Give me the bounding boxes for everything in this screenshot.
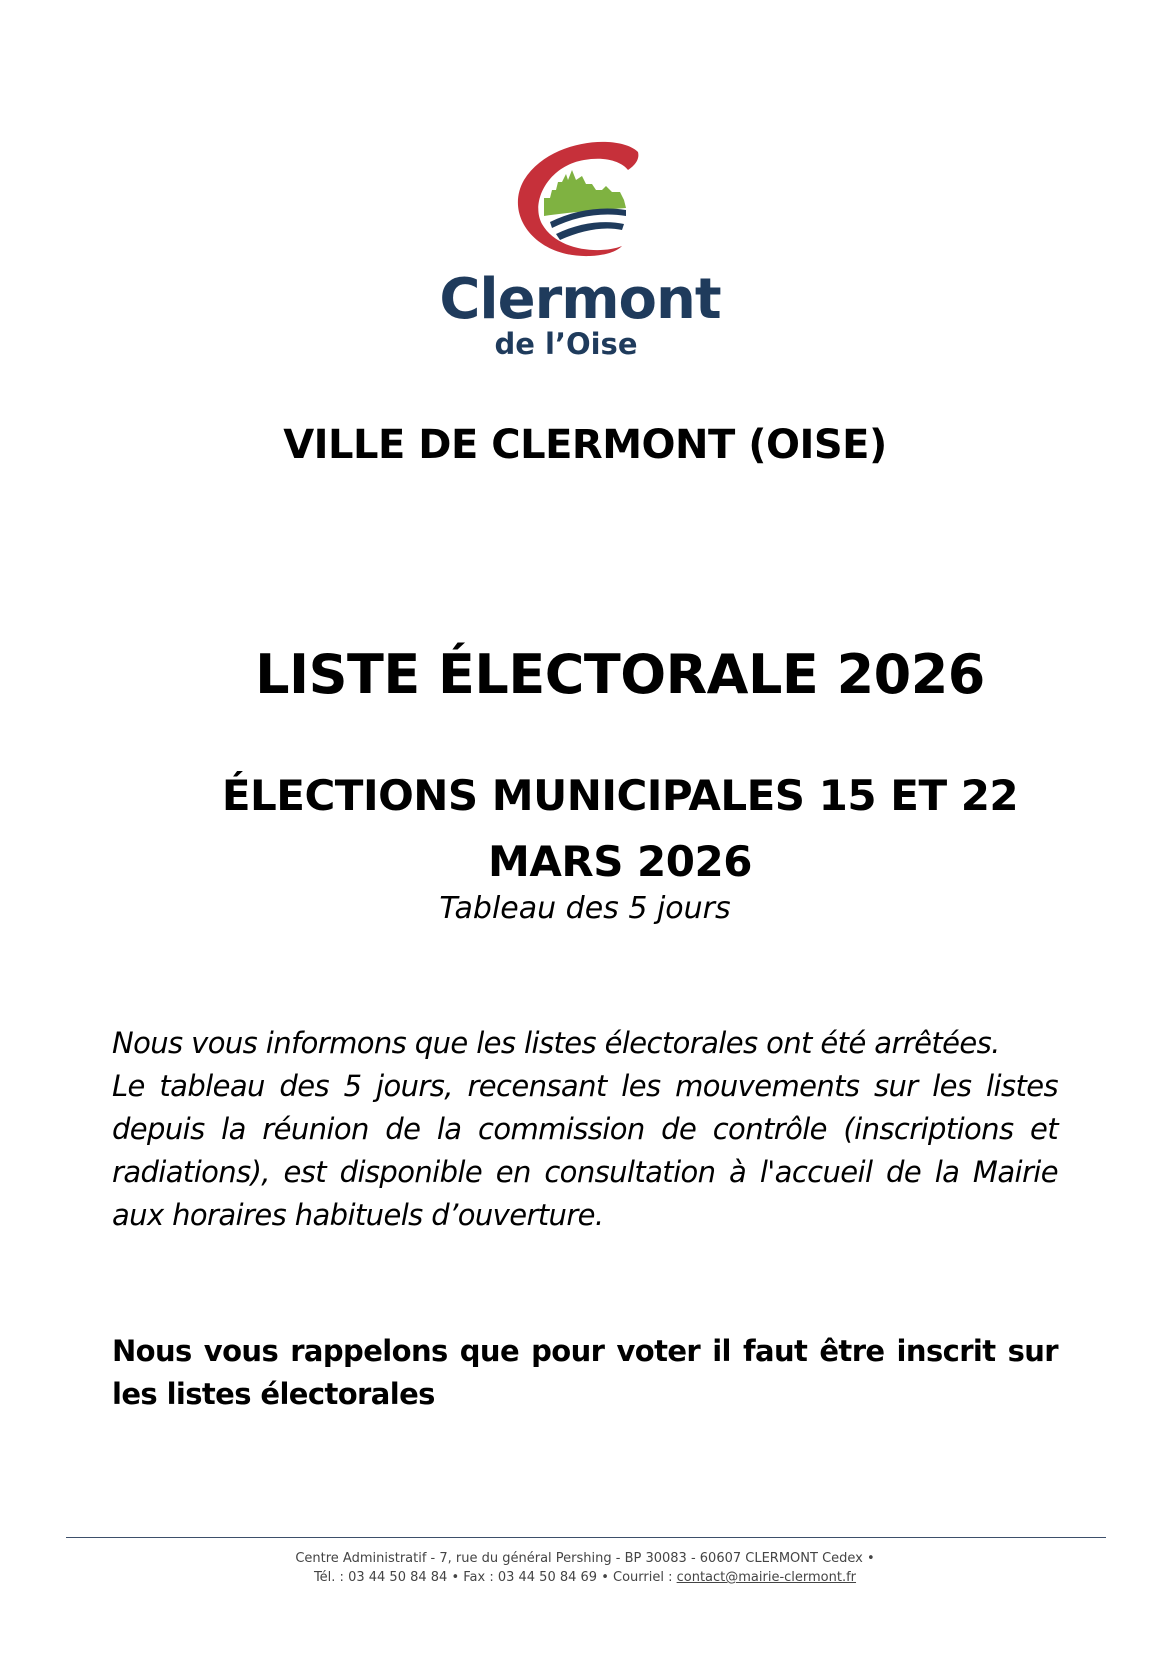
- info-paragraph-2: Le tableau des 5 jours, recensant les mouvements sur les listes depuis la réunion de la commission de contrôle (inscriptions et radiations), est disponible en consultation à l'accueil de la Mairie aux horaires habituels d’ouverture.: [112, 1069, 1058, 1232]
- clermont-emblem-icon: [510, 140, 660, 270]
- info-paragraph-1: Nous vous informons que les listes électorales ont été arrêtées.: [112, 1026, 1000, 1060]
- footer-divider: [66, 1537, 1106, 1538]
- footer-address: Centre Administratif - 7, rue du général Pershing - BP 30083 - 60607 CLERMONT Cedex •: [295, 1551, 875, 1566]
- page-title: LISTE ÉLECTORALE 2026: [255, 643, 985, 706]
- logo-title: Clermont: [439, 267, 721, 332]
- election-subtitle: ÉLECTIONS MUNICIPALES 15 ET 22 MARS 2026: [221, 771, 1019, 886]
- city-logo: [430, 140, 730, 360]
- reminder-paragraph: Nous vous rappelons que pour voter il faut être inscrit sur les listes électorales: [112, 1334, 1058, 1411]
- footer-phone-fax: Tél. : 03 44 50 84 84 • Fax : 03 44 50 84 69 • Courriel :: [313, 1570, 677, 1585]
- footer-contact: [0, 1569, 1170, 1587]
- footer-email-link[interactable]: contact@mairie-clermont.fr: [676, 1570, 857, 1585]
- tableau-caption: Tableau des 5 jours: [439, 891, 731, 926]
- logo-subtitle: de l’Oise: [494, 327, 638, 361]
- city-heading: VILLE DE CLERMONT (OISE): [283, 422, 887, 468]
